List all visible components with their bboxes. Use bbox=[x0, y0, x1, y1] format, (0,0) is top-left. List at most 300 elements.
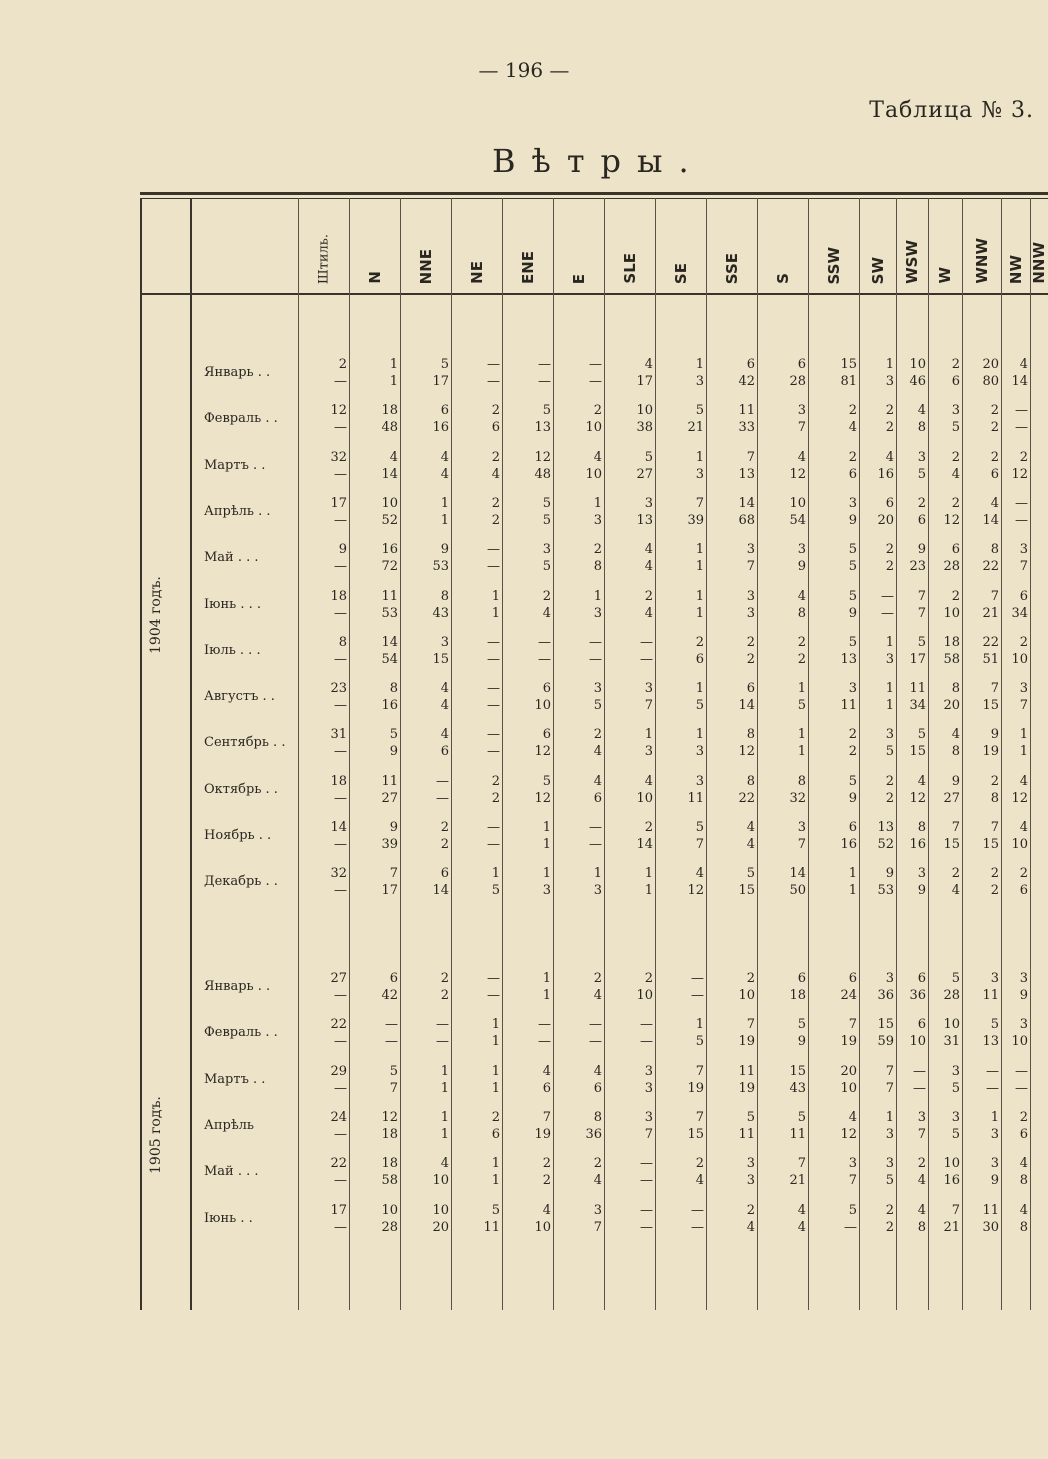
cell-count: 2 bbox=[644, 588, 653, 604]
cell-total: 22 bbox=[982, 559, 999, 575]
cell-count: 1 bbox=[695, 681, 704, 697]
cell-total: 4 bbox=[951, 883, 960, 899]
cell-count: 3 bbox=[990, 1156, 999, 1172]
cell-total: 6 bbox=[848, 466, 857, 482]
cell-total: 3 bbox=[695, 374, 704, 389]
cell-count: 4 bbox=[990, 495, 999, 511]
cell-total: 28 bbox=[789, 374, 806, 389]
cell-count: 1 bbox=[990, 1109, 999, 1125]
cell-count: 7 bbox=[917, 588, 926, 604]
cell-total: 5 bbox=[593, 698, 602, 714]
cell-total: — bbox=[334, 837, 347, 852]
column-header-label: S bbox=[773, 273, 792, 284]
cell-count: 32 bbox=[330, 866, 347, 882]
cell-count: 1 bbox=[440, 1109, 449, 1125]
cell-total: 6 bbox=[491, 1126, 500, 1142]
column-header-label: WNW bbox=[972, 238, 991, 284]
cell-total: 4 bbox=[644, 605, 653, 621]
cell-total: 24 bbox=[840, 988, 857, 1003]
cell-total: 28 bbox=[943, 988, 960, 1003]
cell-count: 2 bbox=[593, 727, 602, 743]
cell-count: 1 bbox=[848, 866, 857, 882]
table-row bbox=[0, 773, 1048, 811]
cell-total: 13 bbox=[840, 651, 857, 667]
cell-count: 5 bbox=[848, 1202, 857, 1218]
cell-count: 14 bbox=[330, 820, 347, 835]
cell-count: 2 bbox=[990, 449, 999, 465]
cell-count: 23 bbox=[330, 681, 347, 697]
cell-count: 1 bbox=[491, 1063, 500, 1079]
cell-count: 3 bbox=[644, 1063, 653, 1079]
cell-total: 15 bbox=[982, 837, 999, 852]
cell-count: 2 bbox=[491, 449, 500, 465]
cell-total: 68 bbox=[738, 512, 755, 528]
cell-count: 11 bbox=[381, 773, 398, 789]
cell-count: 3 bbox=[695, 773, 704, 789]
cell-total: 3 bbox=[885, 374, 894, 389]
cell-total: 1 bbox=[542, 837, 551, 852]
cell-total: 2 bbox=[885, 790, 894, 806]
cell-count: 3 bbox=[1019, 542, 1028, 558]
cell-count: 7 bbox=[848, 1017, 857, 1033]
cell-count: 5 bbox=[951, 971, 960, 986]
cell-count: 3 bbox=[951, 403, 960, 419]
cell-count: 4 bbox=[593, 1063, 602, 1079]
cell-total: — bbox=[589, 374, 602, 389]
cell-count: 2 bbox=[885, 1202, 894, 1218]
cell-total: 5 bbox=[917, 466, 926, 482]
cell-total: 14 bbox=[738, 698, 755, 714]
cell-total: 12 bbox=[1011, 790, 1028, 806]
cell-count: 2 bbox=[1019, 449, 1028, 465]
cell-total: 12 bbox=[840, 1126, 857, 1142]
table-row bbox=[0, 541, 1048, 579]
cell-count: 6 bbox=[440, 403, 449, 419]
month-label: Январь . . bbox=[204, 979, 271, 994]
month-label: Іюнь . . bbox=[204, 1210, 253, 1226]
cell-total: 7 bbox=[695, 837, 704, 852]
cell-count: 5 bbox=[542, 403, 551, 419]
cell-total: 19 bbox=[534, 1126, 551, 1142]
cell-total: — bbox=[334, 1080, 347, 1096]
cell-total: — bbox=[334, 1126, 347, 1142]
cell-total: 4 bbox=[491, 466, 500, 482]
cell-count: 3 bbox=[885, 727, 894, 743]
cell-count: 16 bbox=[381, 542, 398, 558]
column-header-label: SSE bbox=[722, 252, 741, 284]
year-label: 1904 годъ. bbox=[148, 576, 164, 654]
cell-total: 6 bbox=[1019, 883, 1028, 899]
column-header-label: N bbox=[365, 271, 384, 284]
cell-count: 1 bbox=[695, 588, 704, 604]
cell-count: — bbox=[487, 634, 500, 650]
cell-total: 5 bbox=[491, 883, 500, 899]
column-header-label: SW bbox=[868, 256, 887, 284]
cell-count: 5 bbox=[440, 357, 449, 372]
top-rule bbox=[140, 192, 1048, 195]
cell-total: 9 bbox=[848, 605, 857, 621]
cell-total: — bbox=[334, 883, 347, 899]
table-row bbox=[0, 356, 1048, 394]
cell-total: 7 bbox=[917, 1126, 926, 1142]
cell-total: 3 bbox=[746, 605, 755, 621]
year-label: 1905 годъ. bbox=[148, 1096, 164, 1174]
cell-count: 4 bbox=[440, 727, 449, 743]
cell-count: 2 bbox=[917, 1156, 926, 1172]
month-label: Апрѣль bbox=[204, 1117, 255, 1133]
cell-count: 1 bbox=[593, 588, 602, 604]
cell-total: — bbox=[487, 837, 500, 852]
cell-total: — bbox=[913, 1080, 926, 1096]
cell-total: — bbox=[640, 651, 653, 667]
cell-count: 4 bbox=[917, 403, 926, 419]
cell-count: 5 bbox=[695, 403, 704, 419]
cell-count: 10 bbox=[789, 495, 806, 511]
column-header-label: NNE bbox=[416, 248, 435, 284]
cell-total: 43 bbox=[432, 605, 449, 621]
cell-total: 3 bbox=[695, 744, 704, 760]
cell-total: — bbox=[487, 988, 500, 1003]
cell-total: 21 bbox=[789, 1173, 806, 1189]
cell-count: — bbox=[487, 357, 500, 372]
cell-total: 4 bbox=[917, 1173, 926, 1189]
cell-total: 4 bbox=[542, 605, 551, 621]
cell-total: — bbox=[334, 559, 347, 575]
cell-count: 13 bbox=[877, 820, 894, 835]
cell-count: 1 bbox=[797, 727, 806, 743]
cell-count: 10 bbox=[909, 357, 926, 372]
cell-total: 8 bbox=[797, 605, 806, 621]
cell-count: 3 bbox=[1019, 681, 1028, 697]
cell-total: — bbox=[487, 698, 500, 714]
cell-count: 7 bbox=[990, 681, 999, 697]
cell-total: 1 bbox=[440, 1126, 449, 1142]
cell-total: 20 bbox=[943, 698, 960, 714]
cell-total: 9 bbox=[797, 1034, 806, 1050]
cell-count: 6 bbox=[542, 727, 551, 743]
cell-count: 3 bbox=[848, 681, 857, 697]
cell-total: 28 bbox=[381, 1219, 398, 1235]
column-header-label: SLE bbox=[620, 253, 639, 284]
cell-total: 15 bbox=[432, 651, 449, 667]
cell-count: 5 bbox=[917, 727, 926, 743]
cell-count: 8 bbox=[951, 681, 960, 697]
cell-total: 17 bbox=[636, 374, 653, 389]
cell-total: 18 bbox=[789, 988, 806, 1003]
cell-total: 12 bbox=[738, 744, 755, 760]
cell-total: 20 bbox=[877, 512, 894, 528]
column-header bbox=[502, 200, 553, 292]
cell-total: 8 bbox=[951, 744, 960, 760]
cell-count: 5 bbox=[848, 773, 857, 789]
cell-count: — bbox=[487, 542, 500, 558]
cell-total: 5 bbox=[848, 559, 857, 575]
cell-count: 3 bbox=[746, 588, 755, 604]
month-label: Февраль . . bbox=[204, 411, 278, 427]
cell-count: 1 bbox=[593, 495, 602, 511]
cell-count: 4 bbox=[797, 1202, 806, 1218]
cell-count: 6 bbox=[746, 357, 755, 372]
cell-count: 1 bbox=[644, 727, 653, 743]
cell-count: — bbox=[436, 773, 449, 789]
cell-count: 6 bbox=[389, 971, 398, 986]
cell-count: 4 bbox=[1019, 357, 1028, 372]
cell-total: 8 bbox=[917, 420, 926, 436]
cell-total: 9 bbox=[797, 559, 806, 575]
cell-total: — bbox=[334, 420, 347, 436]
cell-total: 2 bbox=[990, 883, 999, 899]
cell-total: — bbox=[334, 988, 347, 1003]
column-header bbox=[928, 200, 962, 292]
cell-total: 8 bbox=[1019, 1219, 1028, 1235]
cell-total: 6 bbox=[990, 466, 999, 482]
cell-count: — bbox=[691, 971, 704, 986]
cell-count: 6 bbox=[1019, 588, 1028, 604]
cell-count: 6 bbox=[797, 357, 806, 372]
cell-total: 5 bbox=[885, 1173, 894, 1189]
cell-count: — bbox=[538, 1017, 551, 1033]
cell-count: 4 bbox=[917, 773, 926, 789]
cell-count: 10 bbox=[943, 1017, 960, 1033]
cell-total: — bbox=[334, 698, 347, 714]
cell-total: 13 bbox=[636, 512, 653, 528]
cell-count: 5 bbox=[695, 820, 704, 835]
cell-total: 21 bbox=[687, 420, 704, 436]
cell-count: 2 bbox=[491, 403, 500, 419]
cell-total: 4 bbox=[848, 420, 857, 436]
cell-total: 7 bbox=[389, 1080, 398, 1096]
cell-count: 22 bbox=[330, 1017, 347, 1033]
cell-total: 7 bbox=[746, 559, 755, 575]
cell-count: 4 bbox=[593, 773, 602, 789]
cell-total: — bbox=[538, 651, 551, 667]
cell-total: 2 bbox=[440, 988, 449, 1003]
column-header-label: WSW bbox=[903, 240, 921, 284]
cell-count: 3 bbox=[1019, 1017, 1028, 1033]
cell-count: 2 bbox=[746, 634, 755, 650]
cell-count: 15 bbox=[840, 357, 857, 372]
column-header bbox=[298, 200, 349, 292]
cell-total: 34 bbox=[909, 698, 926, 714]
cell-count: 3 bbox=[917, 449, 926, 465]
cell-count: 6 bbox=[848, 820, 857, 835]
month-label: Сентябрь . . bbox=[204, 735, 286, 751]
cell-total: 1 bbox=[542, 988, 551, 1003]
cell-count: 1 bbox=[389, 357, 398, 372]
cell-count: 3 bbox=[797, 820, 806, 835]
cell-count: 14 bbox=[789, 866, 806, 882]
cell-count: 2 bbox=[848, 403, 857, 419]
column-header-label: NNW bbox=[1030, 242, 1048, 284]
cell-total: 13 bbox=[738, 466, 755, 482]
cell-total: 12 bbox=[789, 466, 806, 482]
cell-count: 5 bbox=[644, 449, 653, 465]
cell-count: 1 bbox=[491, 1017, 500, 1033]
cell-count: 4 bbox=[644, 357, 653, 372]
cell-count: 1 bbox=[695, 1017, 704, 1033]
cell-total: 1 bbox=[440, 1080, 449, 1096]
cell-total: 53 bbox=[381, 605, 398, 621]
column-header bbox=[400, 200, 451, 292]
cell-total: 2 bbox=[885, 1219, 894, 1235]
cell-total: 4 bbox=[797, 1219, 806, 1235]
cell-total: 16 bbox=[432, 420, 449, 436]
table-row bbox=[0, 634, 1048, 672]
cell-count: 5 bbox=[389, 1063, 398, 1079]
cell-total: — bbox=[691, 1219, 704, 1235]
cell-total: 15 bbox=[909, 744, 926, 760]
cell-count: 20 bbox=[840, 1063, 857, 1079]
cell-total: 2 bbox=[491, 790, 500, 806]
cell-count: 4 bbox=[885, 449, 894, 465]
cell-count: 11 bbox=[738, 403, 755, 419]
cell-total: 6 bbox=[491, 420, 500, 436]
table-row bbox=[0, 680, 1048, 718]
cell-total: 12 bbox=[534, 744, 551, 760]
cell-total: 52 bbox=[877, 837, 894, 852]
month-label: Январь . . bbox=[204, 365, 271, 380]
cell-count: 6 bbox=[797, 971, 806, 986]
cell-count: 12 bbox=[330, 403, 347, 419]
cell-total: 21 bbox=[943, 1219, 960, 1235]
cell-total: 18 bbox=[381, 1126, 398, 1142]
cell-count: 17 bbox=[330, 495, 347, 511]
cell-count: 1 bbox=[542, 866, 551, 882]
cell-count: 2 bbox=[1019, 634, 1028, 650]
cell-total: 58 bbox=[943, 651, 960, 667]
cell-total: 4 bbox=[951, 466, 960, 482]
cell-count: 2 bbox=[990, 403, 999, 419]
cell-count: 4 bbox=[644, 773, 653, 789]
cell-total: 7 bbox=[797, 420, 806, 436]
table-row bbox=[0, 1202, 1048, 1240]
cell-total: 16 bbox=[909, 837, 926, 852]
cell-total: 3 bbox=[542, 883, 551, 899]
cell-total: 7 bbox=[1019, 698, 1028, 714]
cell-count: — bbox=[1015, 403, 1028, 419]
cell-count: 1 bbox=[440, 495, 449, 511]
cell-total: 6 bbox=[440, 744, 449, 760]
cell-total: 11 bbox=[483, 1219, 500, 1235]
column-header bbox=[655, 200, 706, 292]
cell-count: — bbox=[589, 1017, 602, 1033]
cell-count: 1 bbox=[644, 866, 653, 882]
cell-total: — bbox=[538, 1034, 551, 1050]
cell-total: 1 bbox=[797, 744, 806, 760]
cell-count: 2 bbox=[491, 495, 500, 511]
column-header bbox=[962, 200, 1001, 292]
cell-count: 2 bbox=[885, 773, 894, 789]
cell-total: 38 bbox=[636, 420, 653, 436]
month-label: Февраль . . bbox=[204, 1025, 278, 1041]
cell-count: 32 bbox=[330, 449, 347, 465]
cell-total: — bbox=[385, 1034, 398, 1050]
cell-total: — bbox=[844, 1219, 857, 1235]
cell-count: 7 bbox=[951, 1202, 960, 1218]
cell-count: — bbox=[691, 1202, 704, 1218]
cell-count: 8 bbox=[593, 1109, 602, 1125]
cell-total: 5 bbox=[885, 744, 894, 760]
table-row bbox=[0, 402, 1048, 440]
cell-count: 2 bbox=[542, 588, 551, 604]
cell-count: 6 bbox=[542, 681, 551, 697]
cell-total: 2 bbox=[990, 420, 999, 436]
cell-total: 15 bbox=[943, 837, 960, 852]
month-label: Декабрь . . bbox=[204, 874, 278, 890]
cell-total: 54 bbox=[381, 651, 398, 667]
cell-count: — bbox=[640, 1156, 653, 1172]
cell-total: 30 bbox=[982, 1219, 999, 1235]
cell-total: 8 bbox=[990, 790, 999, 806]
cell-total: 11 bbox=[982, 988, 999, 1003]
cell-count: 2 bbox=[746, 1202, 755, 1218]
table-label: Таблица № 3. bbox=[869, 98, 1034, 123]
cell-total: 59 bbox=[877, 1034, 894, 1050]
cell-count: 12 bbox=[381, 1109, 398, 1125]
cell-count: 1 bbox=[797, 681, 806, 697]
cell-total: 1 bbox=[491, 1080, 500, 1096]
cell-count: 4 bbox=[440, 1156, 449, 1172]
cell-total: 3 bbox=[593, 605, 602, 621]
cell-total: 4 bbox=[440, 698, 449, 714]
cell-total: 14 bbox=[432, 883, 449, 899]
cell-total: — bbox=[1015, 1080, 1028, 1096]
cell-total: 3 bbox=[885, 1126, 894, 1142]
column-header-label: NE bbox=[467, 261, 486, 284]
cell-count: 3 bbox=[746, 542, 755, 558]
cell-total: 31 bbox=[943, 1034, 960, 1050]
month-label: Ноябрь . . bbox=[204, 828, 272, 843]
cell-total: 10 bbox=[534, 698, 551, 714]
cell-total: 4 bbox=[644, 559, 653, 575]
cell-total: 10 bbox=[1011, 1034, 1028, 1050]
cell-count: — bbox=[1015, 1063, 1028, 1079]
cell-count: 14 bbox=[381, 634, 398, 650]
cell-total: — bbox=[881, 605, 894, 621]
cell-count: 5 bbox=[848, 634, 857, 650]
cell-count: 3 bbox=[848, 495, 857, 511]
cell-count: 5 bbox=[990, 1017, 999, 1033]
cell-count: 12 bbox=[534, 449, 551, 465]
cell-total: 2 bbox=[746, 651, 755, 667]
cell-count: 4 bbox=[1019, 1202, 1028, 1218]
cell-total: 1 bbox=[695, 605, 704, 621]
cell-total: 12 bbox=[534, 790, 551, 806]
table-row bbox=[0, 449, 1048, 487]
cell-count: 2 bbox=[885, 403, 894, 419]
cell-count: 4 bbox=[644, 542, 653, 558]
cell-count: — bbox=[640, 1202, 653, 1218]
cell-total: 53 bbox=[877, 883, 894, 899]
cell-count: 11 bbox=[738, 1063, 755, 1079]
cell-count: 4 bbox=[389, 449, 398, 465]
cell-total: 8 bbox=[917, 1219, 926, 1235]
cell-total: — bbox=[487, 374, 500, 389]
cell-count: 7 bbox=[746, 1017, 755, 1033]
cell-total: 16 bbox=[943, 1173, 960, 1189]
cell-count: 5 bbox=[746, 866, 755, 882]
cell-total: 3 bbox=[885, 651, 894, 667]
cell-total: 9 bbox=[848, 790, 857, 806]
cell-count: 2 bbox=[542, 1156, 551, 1172]
cell-count: 5 bbox=[797, 1109, 806, 1125]
cell-count: — bbox=[640, 634, 653, 650]
table-row bbox=[0, 588, 1048, 626]
table-row bbox=[0, 819, 1048, 857]
cell-count: 6 bbox=[746, 681, 755, 697]
cell-total: 13 bbox=[982, 1034, 999, 1050]
cell-total: 39 bbox=[687, 512, 704, 528]
